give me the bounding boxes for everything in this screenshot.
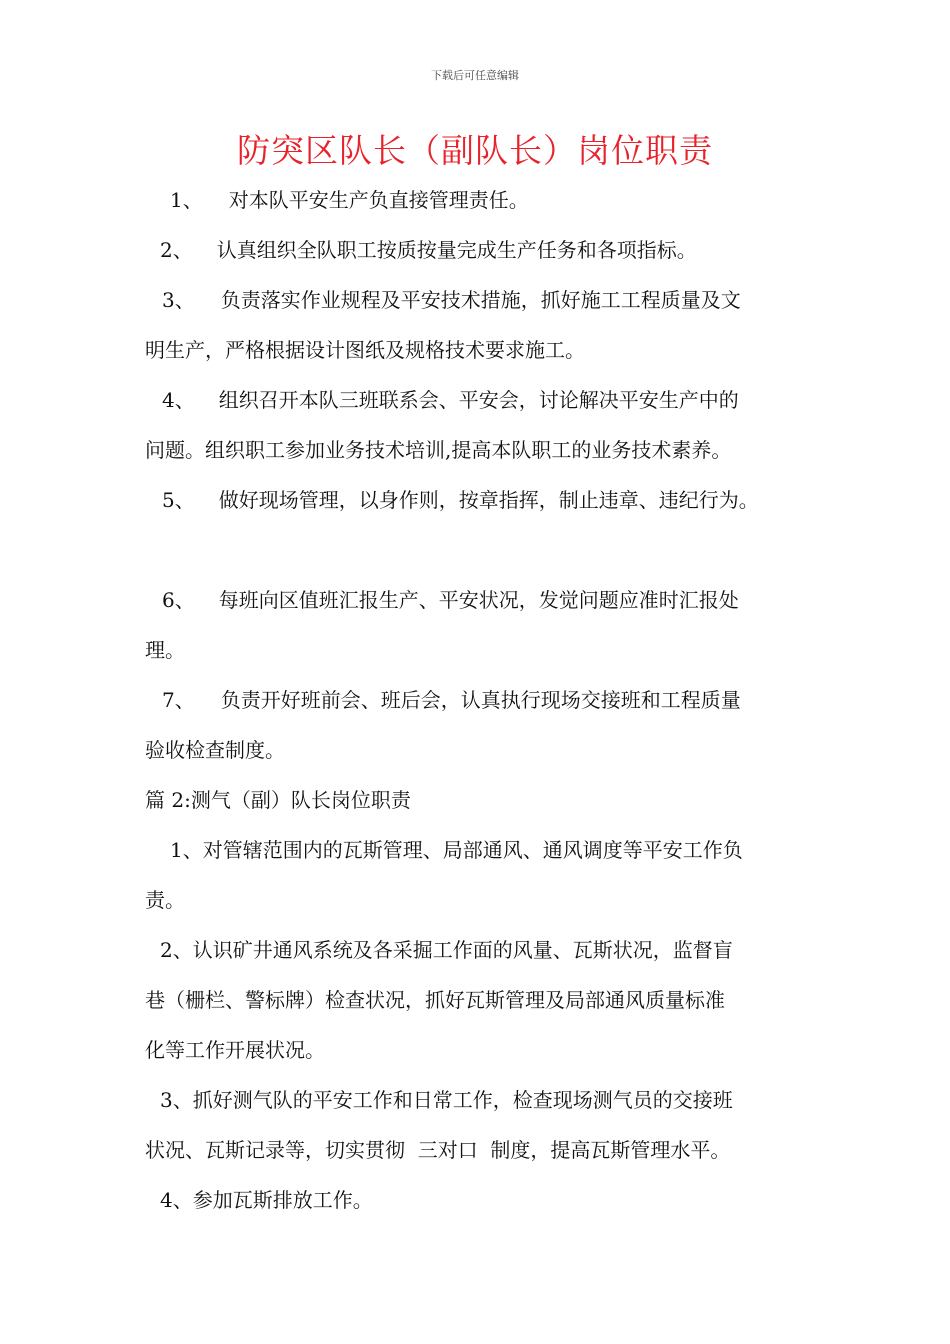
item-number: 6、 [162,588,195,612]
item-number: 2、 [160,238,193,262]
duty-item-2 [145,225,825,275]
item-number: 4、 [162,388,195,412]
item-text: 负责开好班前会、班后会，认真执行现场交接班和工程质量 [220,688,741,712]
item-text: 1、对管辖范围内的瓦斯管理、局部通风、通风调度等平安工作负 [170,838,743,862]
item-number: 5、 [162,488,195,512]
gas-duty-item-4 [145,1175,825,1225]
duty-item-3 [145,275,825,375]
item-number: 7、 [162,688,195,712]
duty-item-4 [145,375,825,475]
duty-item-6 [145,575,825,675]
item-text-continued: 责。 [145,888,185,912]
item-text-continued: 状况、瓦斯记录等，切实贯彻 三对口 制度，提高瓦斯管理水平。 [145,1138,731,1162]
document-title: 防突区队长（副队长）岗位职责 [237,131,713,170]
section-heading: 篇 2:测气（副）队长岗位职责 [145,788,411,812]
item-text: 对本队平安生产负直接管理责任。 [228,188,529,212]
duty-item-1 [145,175,825,225]
duty-item-5 [145,475,825,525]
item-text-continued: 验收检查制度。 [145,738,285,762]
gas-duty-item-1 [145,825,825,925]
spacer [145,525,825,575]
duty-item-7 [145,675,825,775]
item-text-continued: 理。 [145,638,185,662]
item-text: 4、参加瓦斯排放工作。 [160,1188,373,1212]
gas-duty-item-3 [145,1075,825,1175]
item-text-continued: 明生产，严格根据设计图纸及规格技术要求施工。 [145,338,585,362]
item-number: 1、 [170,188,203,212]
item-text: 负责落实作业规程及平安技术措施，抓好施工工程质量及文 [220,288,741,312]
item-text: 每班向区值班汇报生产、平安状况，发觉问题应准时汇报处 [218,588,739,612]
item-text: 3、抓好测气队的平安工作和日常工作，检查现场测气员的交接班 [160,1088,733,1112]
header-note: 下载后可任意编辑 [431,69,519,82]
document-body [145,175,825,1225]
gas-duty-item-2 [145,925,825,1075]
item-text-continued: 问题。组织职工参加业务技术培训,提高本队职工的业务技术素养。 [145,438,732,462]
item-number: 3、 [162,288,195,312]
item-text-continued: 化等工作开展状况。 [145,1038,325,1062]
item-text: 组织召开本队三班联系会、平安会，讨论解决平安生产中的 [218,388,739,412]
item-text: 做好现场管理，以身作则，按章指挥，制止违章、违纪行为。 [218,488,759,512]
item-text: 2、认识矿井通风系统及各采掘工作面的风量、瓦斯状况，监督盲 [160,938,733,962]
item-text-continued: 巷（栅栏、警标牌）检查状况，抓好瓦斯管理及局部通风质量标准 [145,988,725,1012]
item-text: 认真组织全队职工按质按量完成生产任务和各项指标。 [216,238,697,262]
